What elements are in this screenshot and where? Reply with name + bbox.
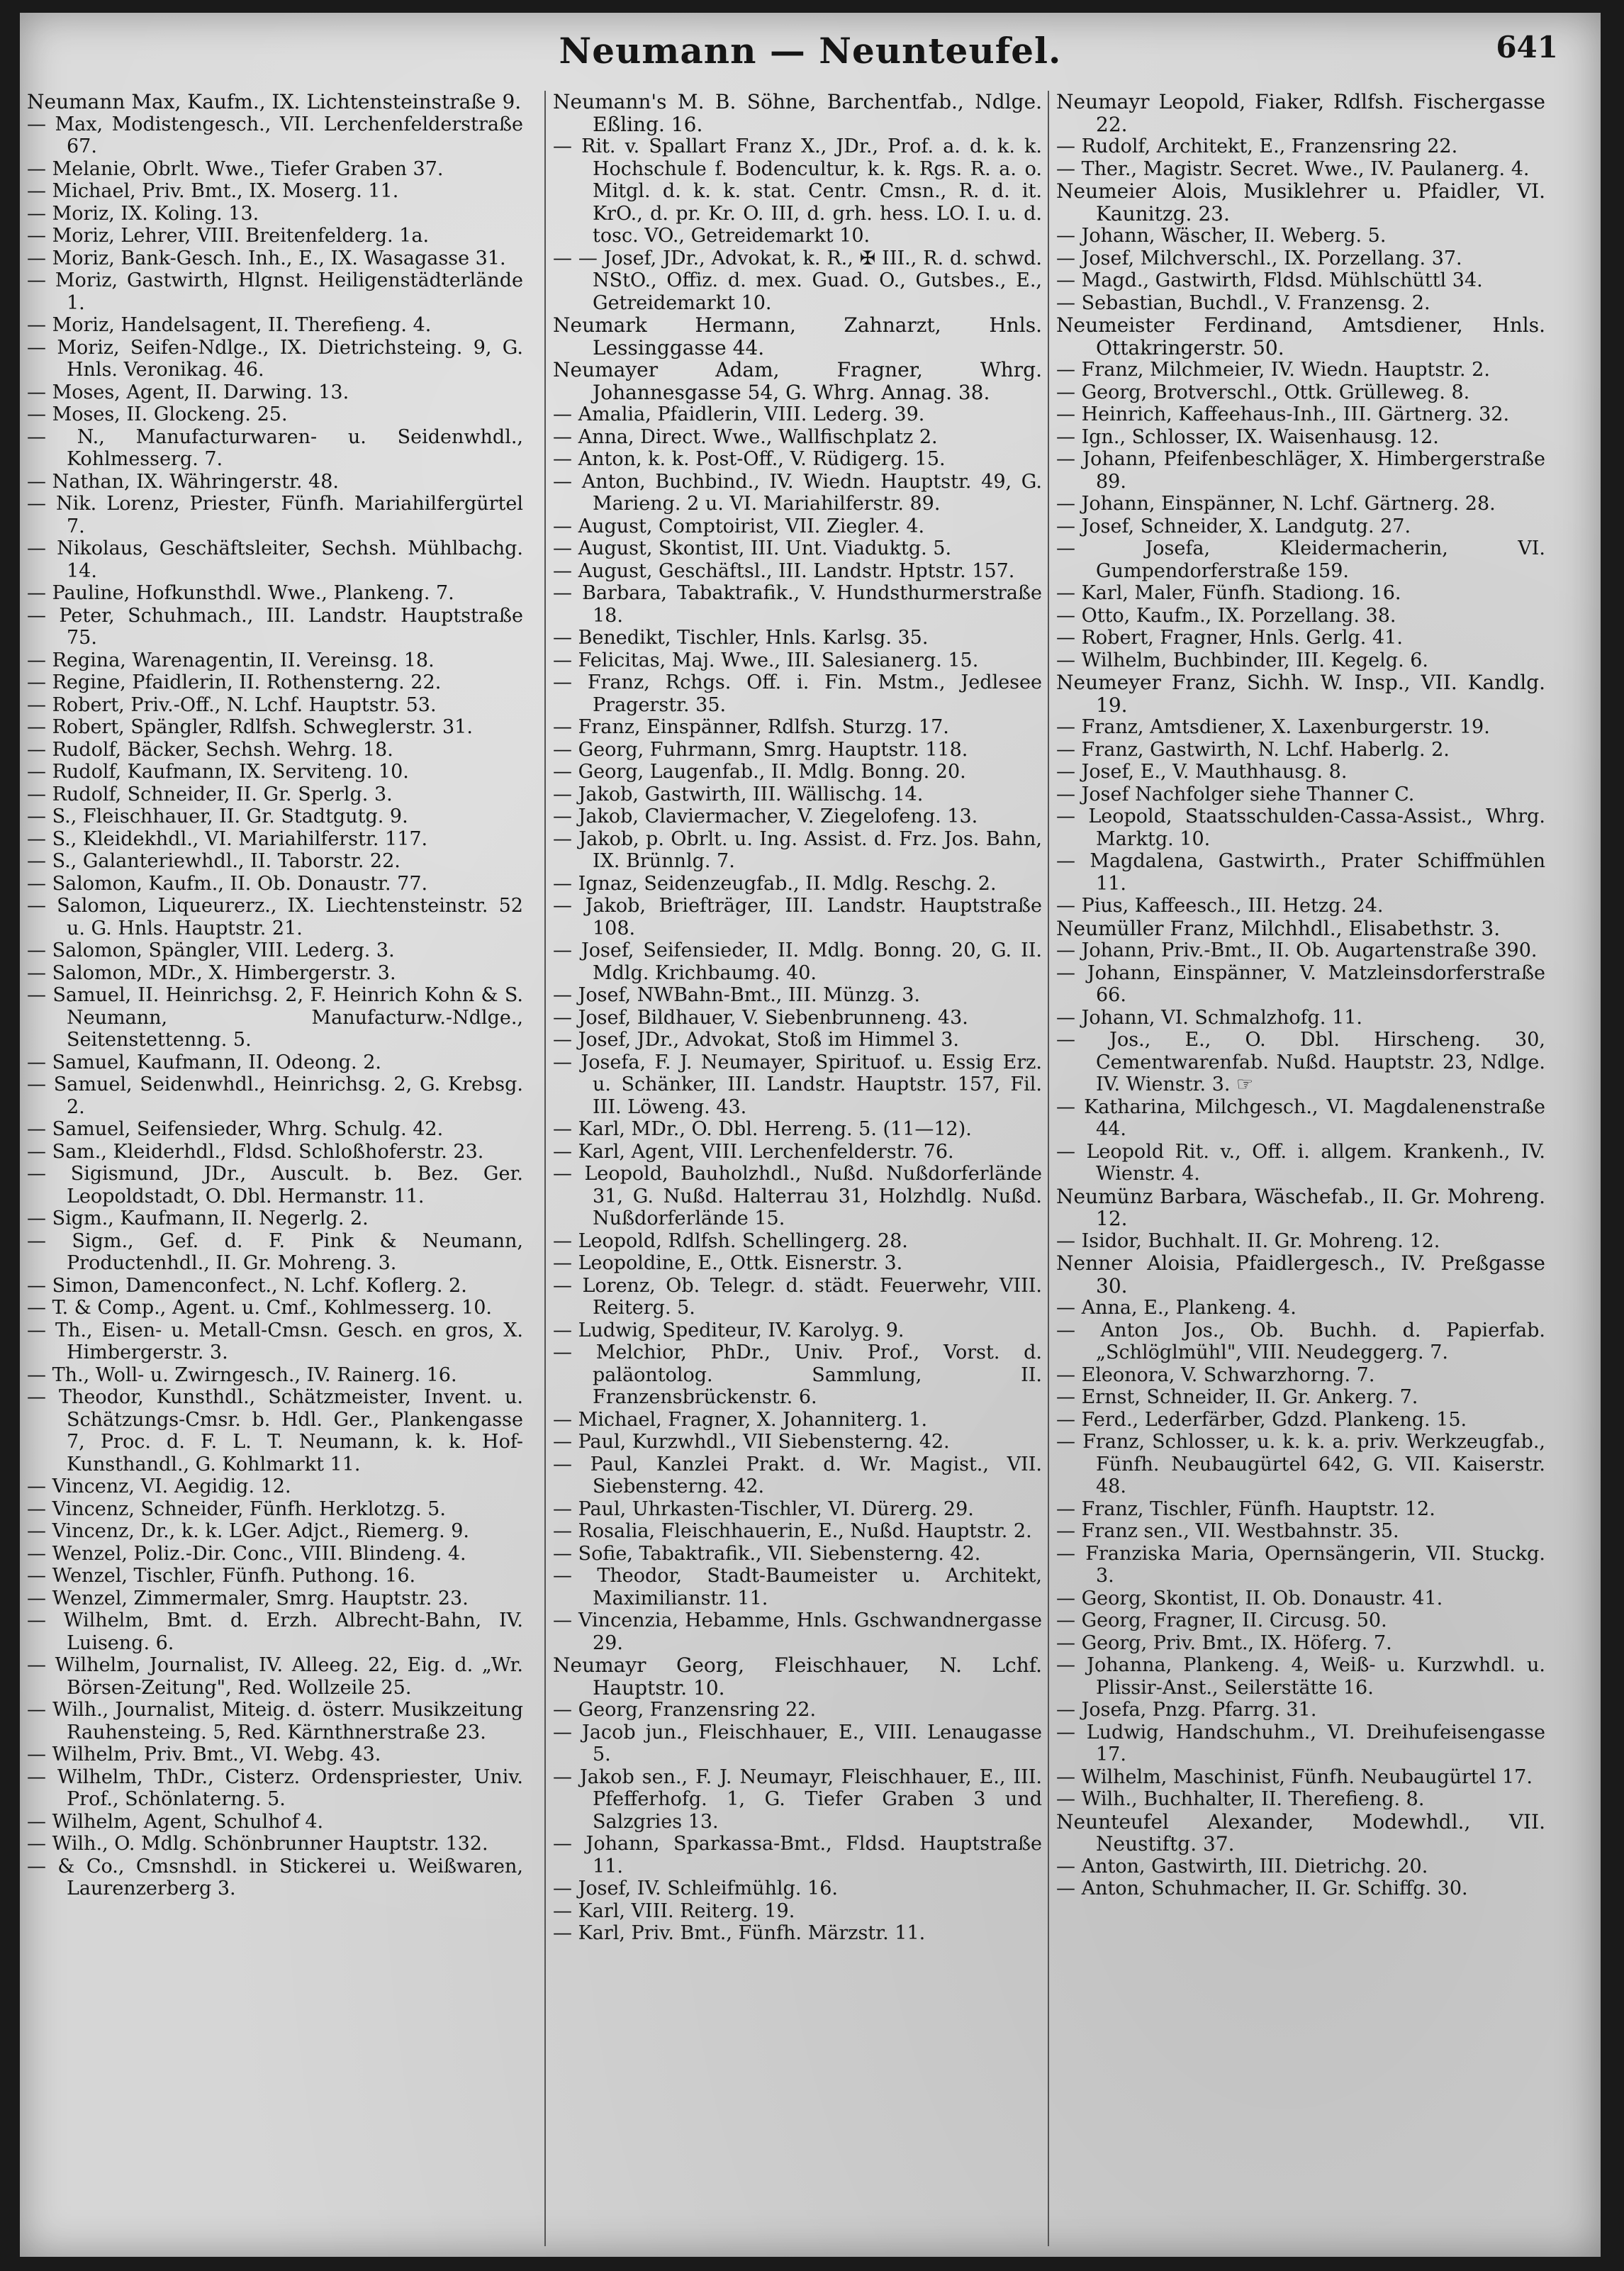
directory-entry: — Georg, Laugenfab., II. Mdlg. Bonng. 20. xyxy=(553,761,966,783)
directory-entry: Neumann's M. B. Söhne, Barchentfab., Ndlge. Eßling. 16. xyxy=(553,91,1042,136)
directory-entry: — — Josef, JDr., Advokat, k. R., ✠ III., R. d. schwd. NStO., Offiz. d. mex. Guad. O., Gutsbes., E., Getreidemarkt 10. xyxy=(553,247,1042,314)
directory-entry: — Vincenzia, Hebamme, Hnls. Gschwandnergasse 29. xyxy=(553,1609,1042,1654)
directory-entry: — Salomon, Liqueurerz., IX. Liechtensteinstr. 52 u. G. Hnls. Hauptstr. 21. xyxy=(27,895,523,939)
directory-entry: — Josefa, Kleidermacherin, VI. Gumpendorferstraße 159. xyxy=(1056,537,1545,582)
directory-entry: — Wenzel, Zimmermaler, Smrg. Hauptstr. 23. xyxy=(27,1587,469,1609)
directory-entry: — Rit. v. Spallart Franz X., JDr., Prof. a. d. k. k. Hochschule f. Bodencultur, k. k. Rgs. R. a. o. Mitgl. d. k. k. stat. Centr. Cmsn., R. d. it. KrO., d. pr. Kr. O. III, d. grh. hess. LO. I. u. d. tosc. VO., Getreidemarkt 10. xyxy=(553,135,1042,247)
directory-entry: — Franz, Milchmeier, IV. Wiedn. Hauptstr. 2. xyxy=(1056,359,1490,381)
directory-entry: — Wilhelm, Journalist, IV. Alleeg. 22, Eig. d. „Wr. Börsen-Zeitung", Red. Wollzeile 25. xyxy=(27,1654,523,1699)
directory-entry: — Johann, Wäscher, II. Weberg. 5. xyxy=(1056,225,1387,247)
directory-entry: — Nik. Lorenz, Priester, Fünfh. Mariahilfergürtel 7. xyxy=(27,493,523,537)
directory-entry: Neumann Max, Kaufm., IX. Lichtensteinstraße 9. xyxy=(27,91,522,113)
directory-entry: — Moriz, Gastwirth, Hlgnst. Heiligenstädterlände 1. xyxy=(27,269,523,314)
directory-entry: Neumüller Franz, Milchhdl., Elisabethstr. 3. xyxy=(1056,916,1501,940)
column-3 xyxy=(1048,91,1545,2246)
directory-entry: — Barbara, Tabaktrafik., V. Hundsthurmerstraße 18. xyxy=(553,582,1042,627)
directory-entry: — Amalia, Pfaidlerin, VIII. Lederg. 39. xyxy=(553,403,925,425)
directory-entry: — Michael, Fragner, X. Johanniterg. 1. xyxy=(553,1408,928,1431)
directory-entry: — Nikolaus, Geschäftsleiter, Sechsh. Mühlbachg. 14. xyxy=(27,537,523,582)
directory-entry: — Theodor, Stadt-Baumeister u. Architekt, Maximilianstr. 11. xyxy=(553,1565,1042,1609)
directory-entry: — Georg, Skontist, II. Ob. Donaustr. 41. xyxy=(1056,1587,1443,1609)
directory-entry: — Anton, Schuhmacher, II. Gr. Schiffg. 30. xyxy=(1056,1877,1468,1899)
directory-entry: — Leopold Rit. v., Off. i. allgem. Krankenh., IV. Wienstr. 4. xyxy=(1056,1140,1545,1185)
directory-entry: — Wilhelm, Priv. Bmt., VI. Webg. 43. xyxy=(27,1743,381,1765)
directory-entry: — Th., Woll- u. Zwirngesch., IV. Rainerg. 16. xyxy=(27,1363,457,1386)
directory-entry: — Wilhelm, Maschinist, Fünfh. Neubaugürtel 17. xyxy=(1056,1765,1533,1788)
directory-entry: — Franz sen., VII. Westbahnstr. 35. xyxy=(1056,1520,1399,1542)
directory-entry: — Josefa, Pnzg. Pfarrg. 31. xyxy=(1056,1699,1317,1721)
directory-entry: — Franziska Maria, Opernsängerin, VII. Stuckg. 3. xyxy=(1056,1542,1545,1587)
directory-entry: — August, Comptoirist, VII. Ziegler. 4. xyxy=(553,515,925,537)
directory-entry: — Johann, Priv.-Bmt., II. Ob. Augartenstraße 390. xyxy=(1056,939,1538,961)
directory-entry: — Lorenz, Ob. Telegr. d. städt. Feuerwehr, VIII. Reiterg. 5. xyxy=(553,1274,1042,1319)
directory-entry: — T. & Comp., Agent. u. Cmf., Kohlmesserg. 10. xyxy=(27,1297,493,1319)
directory-entry: — Pauline, Hofkunsthdl. Wwe., Plankeng. 7. xyxy=(27,582,454,604)
directory-entry: — Wilh., Journalist, Miteig. d. österr. Musikzeitung Rauhensteing. 5, Red. Kärnthnerstraße 23. xyxy=(27,1699,523,1743)
directory-entry: — Josef, E., V. Mauthhausg. 8. xyxy=(1056,761,1348,783)
directory-entry: — Franz, Amtsdiener, X. Laxenburgerstr. 19. xyxy=(1056,716,1490,738)
directory-entry: — Franz, Schlosser, u. k. k. a. priv. Werkzeugfab., Fünfh. Neubaugürtel 642, G. VII. Kaiserstr. 48. xyxy=(1056,1431,1545,1497)
directory-entry: — Melanie, Obrlt. Wwe., Tiefer Graben 37. xyxy=(27,157,444,180)
columns xyxy=(27,91,1594,2246)
directory-entry: — Magd., Gastwirth, Fldsd. Mühlschüttl 34. xyxy=(1056,269,1483,291)
directory-entry: — August, Skontist, III. Unt. Viaduktg. 5. xyxy=(553,537,952,559)
directory-entry: — Moses, II. Glockeng. 25. xyxy=(27,403,288,425)
directory-entry: Neumayer Adam, Fragner, Whrg. Johannesgasse 54, G. Whrg. Annag. 38. xyxy=(553,358,1042,404)
directory-entry: — Ign., Schlosser, IX. Waisenhausg. 12. xyxy=(1056,425,1439,448)
directory-entry: — Sofie, Tabaktrafik., VII. Siebensterng. 42. xyxy=(553,1542,981,1565)
directory-entry: — Georg, Priv. Bmt., IX. Höferg. 7. xyxy=(1056,1631,1392,1654)
directory-entry: — Ludwig, Handschuhm., VI. Dreihufeisengasse 17. xyxy=(1056,1721,1545,1765)
directory-entry: — Rudolf, Schneider, II. Gr. Sperlg. 3. xyxy=(27,783,393,805)
directory-entry: — Vincenz, VI. Aegidig. 12. xyxy=(27,1475,291,1497)
directory-entry: — Josef, Seifensieder, II. Mdlg. Bonng. 20, G. II. Mdlg. Krichbaumg. 40. xyxy=(553,939,1042,984)
directory-entry: — S., Fleischhauer, II. Gr. Stadtgutg. 9. xyxy=(27,805,408,827)
directory-entry: — Wilh., Buchhalter, II. Therefieng. 8. xyxy=(1056,1788,1425,1810)
directory-entry: — N., Manufacturwaren- u. Seidenwhdl., Kohlmesserg. 7. xyxy=(27,425,523,470)
directory-entry: Neumayr Georg, Fleischhauer, N. Lchf. Hauptstr. 10. xyxy=(553,1653,1042,1700)
directory-entry: — Paul, Uhrkasten-Tischler, VI. Dürerg. 29. xyxy=(553,1497,974,1520)
directory-entry: — Franz, Einspänner, Rdlfsh. Sturzg. 17. xyxy=(553,716,949,738)
directory-entry: — Ignaz, Seidenzeugfab., II. Mdlg. Reschg. 2. xyxy=(553,872,997,895)
directory-entry: — Karl, VIII. Reiterg. 19. xyxy=(553,1899,795,1922)
directory-entry: — Regina, Warenagentin, II. Vereinsg. 18. xyxy=(27,649,435,671)
directory-entry: — Sigismund, JDr., Auscult. b. Bez. Ger. Leopoldstadt, O. Dbl. Hermanstr. 11. xyxy=(27,1163,523,1207)
directory-entry: Neunteufel Alexander, Modewhdl., VII. Neustiftg. 37. xyxy=(1056,1809,1545,1856)
directory-entry: — Franz, Tischler, Fünfh. Hauptstr. 12. xyxy=(1056,1497,1435,1520)
column-1 xyxy=(27,91,523,2246)
column-2 xyxy=(544,91,1042,2246)
directory-entry: — Georg, Franzensring 22. xyxy=(553,1699,817,1721)
directory-entry: — Johann, Pfeifenbeschläger, X. Himbergerstraße 89. xyxy=(1056,448,1545,493)
directory-entry: — Leopold, Rdlfsh. Schellingerg. 28. xyxy=(553,1229,908,1252)
directory-entry: — Josef, Bildhauer, V. Siebenbrunneng. 43. xyxy=(553,1006,968,1029)
directory-entry: — Jakob sen., F. J. Neumayr, Fleischhauer, E., III. Pfefferhofg. 1, G. Tiefer Graben 3 und Salzgries 13. xyxy=(553,1765,1042,1833)
directory-entry: Neumeier Alois, Musiklehrer u. Pfaidler, VI. Kaunitzg. 23. xyxy=(1056,179,1545,225)
directory-entry: — August, Geschäftsl., III. Landstr. Hptstr. 157. xyxy=(553,559,1015,582)
directory-entry: — Vincenz, Dr., k. k. LGer. Adjct., Riemerg. 9. xyxy=(27,1520,469,1542)
directory-entry: — Vincenz, Schneider, Fünfh. Herklotzg. 5. xyxy=(27,1497,446,1520)
directory-entry: — Wilhelm, Buchbinder, III. Kegelg. 6. xyxy=(1056,649,1429,671)
directory-entry: — Wilhelm, ThDr., Cisterz. Ordenspriester, Univ. Prof., Schönlaterng. 5. xyxy=(27,1765,523,1810)
directory-entry: Neumark Hermann, Zahnarzt, Hnls. Lessinggasse 44. xyxy=(553,313,1042,359)
page-header xyxy=(20,26,1601,82)
directory-entry: — Robert, Priv.-Off., N. Lchf. Hauptstr. 53. xyxy=(27,693,437,716)
directory-entry: — Isidor, Buchhalt. II. Gr. Mohreng. 12. xyxy=(1056,1229,1440,1252)
directory-entry: — Karl, MDr., O. Dbl. Herreng. 5. (11—12). xyxy=(553,1118,972,1140)
page-number: 641 xyxy=(1496,30,1558,65)
directory-entry: — Georg, Brotverschl., Ottk. Grülleweg. 8. xyxy=(1056,381,1470,403)
directory-entry: Neumayr Leopold, Fiaker, Rdlfsh. Fischergasse 22. xyxy=(1056,91,1545,136)
directory-entry: — Moses, Agent, II. Darwing. 13. xyxy=(27,381,349,403)
directory-entry: Neumeister Ferdinand, Amtsdiener, Hnls. Ottakringerstr. 50. xyxy=(1056,313,1545,359)
directory-entry: — Simon, Damenconfect., N. Lchf. Koflerg. 2. xyxy=(27,1274,467,1297)
directory-entry: — Moriz, Lehrer, VIII. Breitenfelderg. 1a. xyxy=(27,225,430,247)
directory-entry: — Jakob, Briefträger, III. Landstr. Hauptstraße 108. xyxy=(553,895,1042,939)
directory-entry: — Regine, Pfaidlerin, II. Rothensterng. 22. xyxy=(27,671,442,693)
directory-entry: — Th., Eisen- u. Metall-Cmsn. Gesch. en gros, X. Himbergerstr. 3. xyxy=(27,1319,523,1363)
directory-entry: — Karl, Maler, Fünfh. Stadiong. 16. xyxy=(1056,582,1401,604)
directory-entry: — Katharina, Milchgesch., VI. Magdalenenstraße 44. xyxy=(1056,1095,1545,1140)
directory-entry: — Rosalia, Fleischhauerin, E., Nußd. Hauptstr. 2. xyxy=(553,1520,1032,1542)
directory-entry: — Melchior, PhDr., Univ. Prof., Vorst. d. paläontolog. Sammlung, II. Franzensbrückenstr. 6. xyxy=(553,1341,1042,1408)
directory-entry: — Sigm., Kaufmann, II. Negerlg. 2. xyxy=(27,1207,369,1229)
directory-entry: — Moriz, Handelsagent, II. Therefieng. 4. xyxy=(27,314,432,336)
directory-entry: Neumeyer Franz, Sichh. W. Insp., VII. Kandlg. 19. xyxy=(1056,671,1545,717)
directory-entry: — Jakob, Gastwirth, III. Wällischg. 14. xyxy=(553,783,924,805)
directory-entry: — Jacob jun., Fleischhauer, E., VIII. Lenaugasse 5. xyxy=(553,1721,1042,1765)
directory-entry: — Paul, Kurzwhdl., VII Siebensterng. 42. xyxy=(553,1431,950,1453)
directory-entry: — Sebastian, Buchdl., V. Franzensg. 2. xyxy=(1056,291,1430,314)
directory-entry: — Josef, JDr., Advokat, Stoß im Himmel 3. xyxy=(553,1029,959,1051)
directory-entry: — Jos., E., O. Dbl. Hirscheng. 30, Cementwarenfab. Nußd. Hauptstr. 23, Ndlge. IV. Wienstr. 3. ☞ xyxy=(1056,1029,1545,1095)
directory-entry: — Karl, Priv. Bmt., Fünfh. Märzstr. 11. xyxy=(553,1922,926,1944)
directory-entry: — Moriz, IX. Koling. 13. xyxy=(27,202,259,225)
directory-entry: — Georg, Fuhrmann, Smrg. Hauptstr. 118. xyxy=(553,738,968,761)
directory-entry: — Magdalena, Gastwirth., Prater Schiffmühlen 11. xyxy=(1056,850,1545,895)
directory-entry: — Paul, Kanzlei Prakt. d. Wr. Magist., VII. Siebensterng. 42. xyxy=(553,1453,1042,1497)
directory-entry: — S., Galanteriewhdl., II. Taborstr. 22. xyxy=(27,850,401,872)
directory-entry: — Anton, Gastwirth, III. Dietrichg. 20. xyxy=(1056,1855,1428,1877)
directory-entry: — Heinrich, Kaffeehaus-Inh., III. Gärtnerg. 32. xyxy=(1056,403,1510,425)
directory-entry: — Anton, Buchbind., IV. Wiedn. Hauptstr. 49, G. Marieng. 2 u. VI. Mariahilferstr. 89. xyxy=(553,470,1042,515)
directory-entry: — Pius, Kaffeesch., III. Hetzg. 24. xyxy=(1056,895,1384,917)
directory-entry: — Theodor, Kunsthdl., Schätzmeister, Invent. u. Schätzungs-Cmsr. b. Hdl. Ger., Plankengasse 7, Proc. d. F. L. T. Neumann, k. k. Hof-Kunsthandl., G. Kohlmarkt 11. xyxy=(27,1386,523,1475)
directory-entry: — Rudolf, Kaufmann, IX. Serviteng. 10. xyxy=(27,761,409,783)
directory-entry: — Samuel, II. Heinrichsg. 2, F. Heinrich Kohn & S. Neumann, Manufacturw.-Ndlge., Seitenstettenng. 5. xyxy=(27,984,523,1051)
directory-entry: — Samuel, Kaufmann, II. Odeong. 2. xyxy=(27,1051,381,1073)
directory-entry: — Anton, k. k. Post-Off., V. Rüdigerg. 15. xyxy=(553,448,946,470)
directory-entry: — Jakob, p. Obrlt. u. Ing. Assist. d. Frz. Jos. Bahn, IX. Brünnlg. 7. xyxy=(553,827,1042,872)
directory-entry: — Anna, E., Plankeng. 4. xyxy=(1056,1297,1297,1319)
directory-entry: — Salomon, MDr., X. Himbergerstr. 3. xyxy=(27,961,396,984)
directory-entry: Nenner Aloisia, Pfaidlergesch., IV. Preßgasse 30. xyxy=(1056,1251,1545,1298)
directory-entry: — Salomon, Spängler, VIII. Lederg. 3. xyxy=(27,939,395,961)
directory-entry: — Wenzel, Tischler, Fünfh. Puthong. 16. xyxy=(27,1565,416,1587)
directory-entry: — Moriz, Bank-Gesch. Inh., E., IX. Wasagasse 31. xyxy=(27,247,506,269)
directory-entry: — Ferd., Lederfärber, Gdzd. Plankeng. 15. xyxy=(1056,1408,1467,1431)
directory-entry: — Wilh., O. Mdlg. Schönbrunner Hauptstr. 132. xyxy=(27,1833,488,1855)
directory-entry: — Josefa, F. J. Neumayer, Spirituof. u. Essig Erz. u. Schänker, III. Landstr. Hauptstr. 157, Fil. III. Löweng. 43. xyxy=(553,1051,1042,1118)
directory-entry: — Leopoldine, E., Ottk. Eisnerstr. 3. xyxy=(553,1252,903,1274)
directory-entry: — Salomon, Kaufm., II. Ob. Donaustr. 77. xyxy=(27,872,428,895)
directory-entry: — Josef, IV. Schleifmühlg. 16. xyxy=(553,1877,838,1899)
directory-entry: — Anna, Direct. Wwe., Wallfischplatz 2. xyxy=(553,425,938,448)
directory-entry: — Jakob, Claviermacher, V. Ziegelofeng. 13. xyxy=(553,805,978,827)
directory-entry: — Ernst, Schneider, II. Gr. Ankerg. 7. xyxy=(1056,1386,1418,1408)
directory-entry: — Johann, Sparkassa-Bmt., Fldsd. Hauptstraße 11. xyxy=(553,1833,1042,1877)
directory-entry: — Johann, Einspänner, N. Lchf. Gärtnerg. 28. xyxy=(1056,493,1496,515)
directory-entry: — Samuel, Seifensieder, Whrg. Schulg. 42. xyxy=(27,1118,444,1140)
directory-entry: — Leopold, Bauholzhdl., Nußd. Nußdorferlände 31, G. Nußd. Halterrau 31, Holzhdlg. Nußd. Nußdorferlände 15. xyxy=(553,1163,1042,1229)
directory-entry: — Wilhelm, Bmt. d. Erzh. Albrecht-Bahn, IV. Luiseng. 6. xyxy=(27,1609,523,1654)
directory-entry: — Peter, Schuhmach., III. Landstr. Hauptstraße 75. xyxy=(27,604,523,649)
directory-entry: — Felicitas, Maj. Wwe., III. Salesianerg. 15. xyxy=(553,649,979,671)
directory-entry: — Anton Jos., Ob. Buchh. d. Papierfab. „Schlöglmühl", VIII. Neudeggerg. 7. xyxy=(1056,1319,1545,1363)
directory-entry: — Ludwig, Spediteur, IV. Karolyg. 9. xyxy=(553,1319,905,1341)
directory-entry: — Johann, VI. Schmalzhofg. 11. xyxy=(1056,1006,1363,1029)
directory-entry: — Wilhelm, Agent, Schulhof 4. xyxy=(27,1810,324,1833)
directory-entry: — Sigm., Gef. d. F. Pink & Neumann, Productenhdl., II. Gr. Mohreng. 3. xyxy=(27,1229,523,1274)
directory-entry: — Josef, Milchverschl., IX. Porzellang. 37. xyxy=(1056,247,1462,269)
directory-entry: — Rudolf, Bäcker, Sechsh. Wehrg. 18. xyxy=(27,738,393,761)
directory-entry: — Franz, Rchgs. Off. i. Fin. Mstm., Jedlesee Pragerstr. 35. xyxy=(553,671,1042,716)
directory-entry: — Franz, Gastwirth, N. Lchf. Haberlg. 2. xyxy=(1056,738,1450,761)
directory-entry: — Leopold, Staatsschulden-Cassa-Assist., Whrg. Marktg. 10. xyxy=(1056,805,1545,850)
directory-entry: — Johann, Einspänner, V. Matzleinsdorferstraße 66. xyxy=(1056,961,1545,1006)
directory-entry: — Rudolf, Architekt, E., Franzensring 22. xyxy=(1056,135,1458,157)
directory-entry: — Josef, NWBahn-Bmt., III. Münzg. 3. xyxy=(553,984,920,1006)
directory-entry: — Otto, Kaufm., IX. Porzellang. 38. xyxy=(1056,604,1396,627)
directory-entry: — Josef Nachfolger siehe Thanner C. xyxy=(1056,783,1415,805)
running-title: Neumann — Neunteufel. xyxy=(559,30,1062,72)
directory-entry: — Michael, Priv. Bmt., IX. Moserg. 11. xyxy=(27,180,399,202)
directory-entry: Neumünz Barbara, Wäschefab., II. Gr. Mohreng. 12. xyxy=(1056,1184,1545,1230)
directory-entry: — Wenzel, Poliz.-Dir. Conc., VIII. Blindeng. 4. xyxy=(27,1542,466,1565)
directory-entry: — Max, Modistengesch., VII. Lerchenfelderstraße 67. xyxy=(27,113,523,157)
directory-entry: — Robert, Fragner, Hnls. Gerlg. 41. xyxy=(1056,627,1403,649)
directory-entry: — Eleonora, V. Schwarzhorng. 7. xyxy=(1056,1363,1375,1386)
directory-entry: — Karl, Agent, VIII. Lerchenfelderstr. 76. xyxy=(553,1140,954,1163)
directory-entry: — Johanna, Plankeng. 4, Weiß- u. Kurzwhdl. u. Plissir-Anst., Seilerstätte 16. xyxy=(1056,1654,1545,1699)
directory-entry: — S., Kleidekhdl., VI. Mariahilferstr. 117. xyxy=(27,827,428,850)
directory-entry: — Robert, Spängler, Rdlfsh. Schweglerstr. 31. xyxy=(27,716,473,738)
directory-entry: — Samuel, Seidenwhdl., Heinrichsg. 2, G. Krebsg. 2. xyxy=(27,1073,523,1118)
directory-entry: — & Co., Cmsnshdl. in Stickerei u. Weißwaren, Laurenzerberg 3. xyxy=(27,1855,523,1899)
directory-page xyxy=(20,13,1601,2257)
directory-entry: — Moriz, Seifen-Ndlge., IX. Dietrichsteing. 9, G. Hnls. Veronikag. 46. xyxy=(27,336,523,381)
directory-entry: — Sam., Kleiderhdl., Fldsd. Schloßhoferstr. 23. xyxy=(27,1140,484,1163)
directory-entry: — Benedikt, Tischler, Hnls. Karlsg. 35. xyxy=(553,627,929,649)
directory-entry: — Josef, Schneider, X. Landgutg. 27. xyxy=(1056,515,1411,537)
directory-entry: — Ther., Magistr. Secret. Wwe., IV. Paulanerg. 4. xyxy=(1056,157,1530,180)
directory-entry: — Nathan, IX. Währingerstr. 48. xyxy=(27,470,339,493)
directory-entry: — Georg, Fragner, II. Circusg. 50. xyxy=(1056,1609,1387,1631)
